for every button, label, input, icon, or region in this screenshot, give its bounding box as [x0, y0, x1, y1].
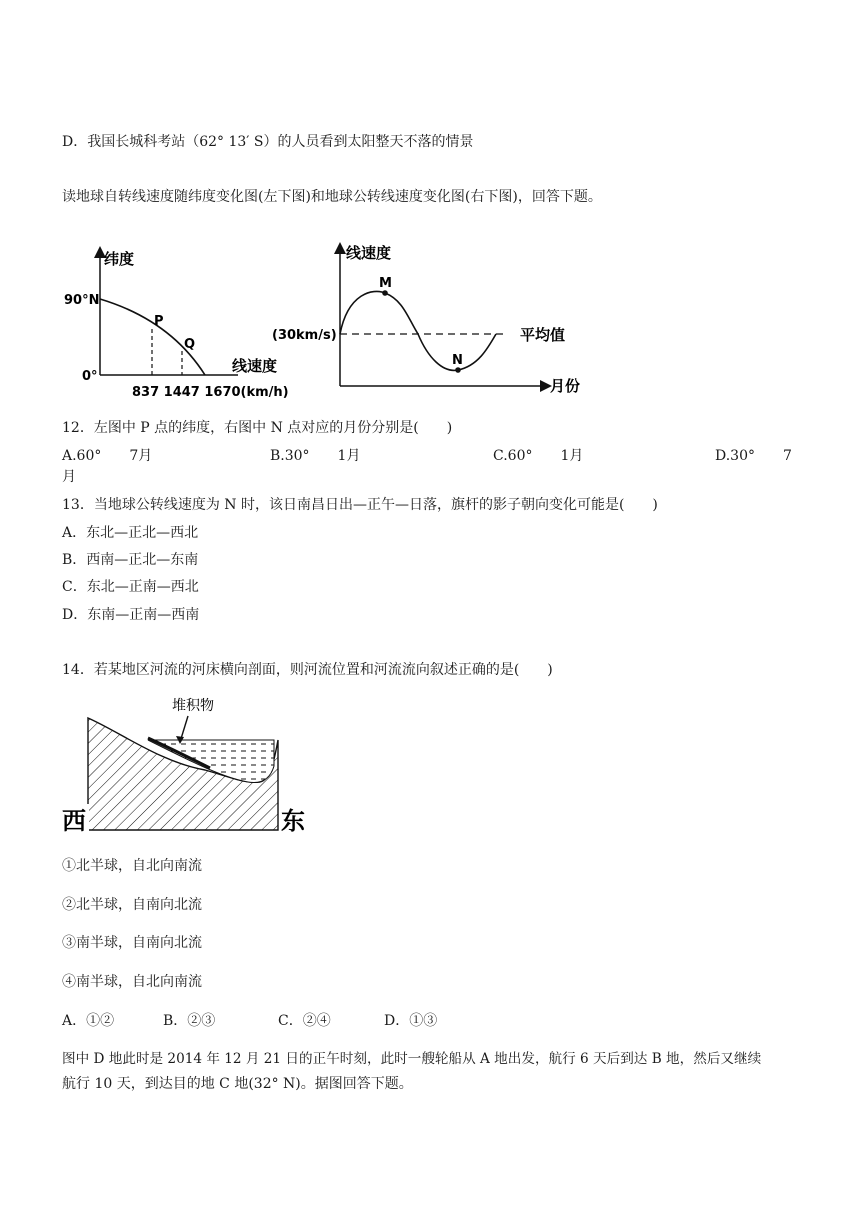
q14-statement-2: ②北半球，自南向北流 — [62, 897, 202, 913]
point-n-label: N — [452, 353, 463, 368]
x-axis-label: 月份 — [550, 377, 581, 395]
point-m-marker — [382, 290, 388, 296]
q13-stem: 13．当地球公转线速度为 N 时，该日南昌日出—正午—日落，旗杆的影子朝向变化可能是( ) — [62, 497, 658, 513]
y-bottom-label: 0° — [82, 369, 98, 384]
q13-option-d: D．东南—正南—西南 — [62, 607, 200, 623]
q12-option-d: D.30° 7 — [715, 448, 792, 464]
riverbed-profile-figure — [60, 692, 310, 837]
q14-statement-4: ④南半球，自北向南流 — [62, 974, 202, 990]
q14-option-d: D．①③ — [384, 1013, 438, 1029]
intro2-line2: 航行 10 天，到达目的地 C 地(32° N)。据图回答下题。 — [62, 1076, 413, 1092]
x-tick-labels: 837 1447 1670(km/h) — [132, 385, 289, 400]
q14-option-b: B．②③ — [163, 1013, 216, 1029]
q13-option-a: A．东北—正北—西北 — [62, 525, 199, 541]
q12-option-d-wrap: 月 — [62, 469, 76, 485]
deposit-label: 堆积物 — [172, 698, 214, 714]
q14-option-c: C．②④ — [278, 1013, 331, 1029]
q14-stem: 14．若某地区河流的河床横向剖面，则河流位置和河流流向叙述正确的是( ) — [62, 662, 553, 678]
speed-curve — [340, 291, 496, 370]
average-label: 平均值 — [520, 326, 566, 344]
x-axis-label: 线速度 — [232, 357, 278, 375]
point-q-label: Q — [184, 337, 196, 352]
prev-option-d: D．我国长城科考站（62° 13′ S）的人员看到太阳整天不落的情景 — [62, 134, 474, 150]
q13-option-c: C．东北—正南—西北 — [62, 579, 199, 595]
q14-statement-3: ③南半球，自南向北流 — [62, 935, 202, 951]
q12-option-b: B.30° 1月 — [270, 448, 361, 464]
q14-statement-1: ①北半球，自北向南流 — [62, 858, 202, 874]
y-axis-label: 纬度 — [104, 250, 135, 268]
q14-option-a: A．①② — [62, 1013, 115, 1029]
intro2-line1: 图中 D 地此时是 2014 年 12 月 21 日的正午时刻，此时一艘轮船从 A 地出发，航行 6 天后到达 B 地，然后又继续 — [62, 1051, 762, 1067]
point-m-label: M — [379, 276, 392, 291]
east-label: 东 — [281, 807, 305, 835]
y-top-label: 90°N — [64, 293, 100, 308]
q12-option-c: C.60° 1月 — [493, 448, 584, 464]
y-axis-label: 线速度 — [346, 244, 392, 262]
point-n-marker — [455, 367, 461, 373]
q12-option-a: A.60° 7月 — [62, 448, 153, 464]
point-p-label: P — [154, 314, 164, 329]
q13-option-b: B．西南—正北—东南 — [62, 552, 199, 568]
intro-text: 读地球自转线速度随纬度变化图(左下图)和地球公转线速度变化图(右下图)，回答下题。 — [62, 189, 602, 205]
west-label: 西 — [62, 807, 86, 835]
revolution-speed-figure — [268, 238, 598, 398]
y-mark-label: (30km/s) — [272, 328, 337, 343]
q12-stem: 12．左图中 P 点的纬度，右图中 N 点对应的月份分别是( ) — [62, 420, 453, 436]
